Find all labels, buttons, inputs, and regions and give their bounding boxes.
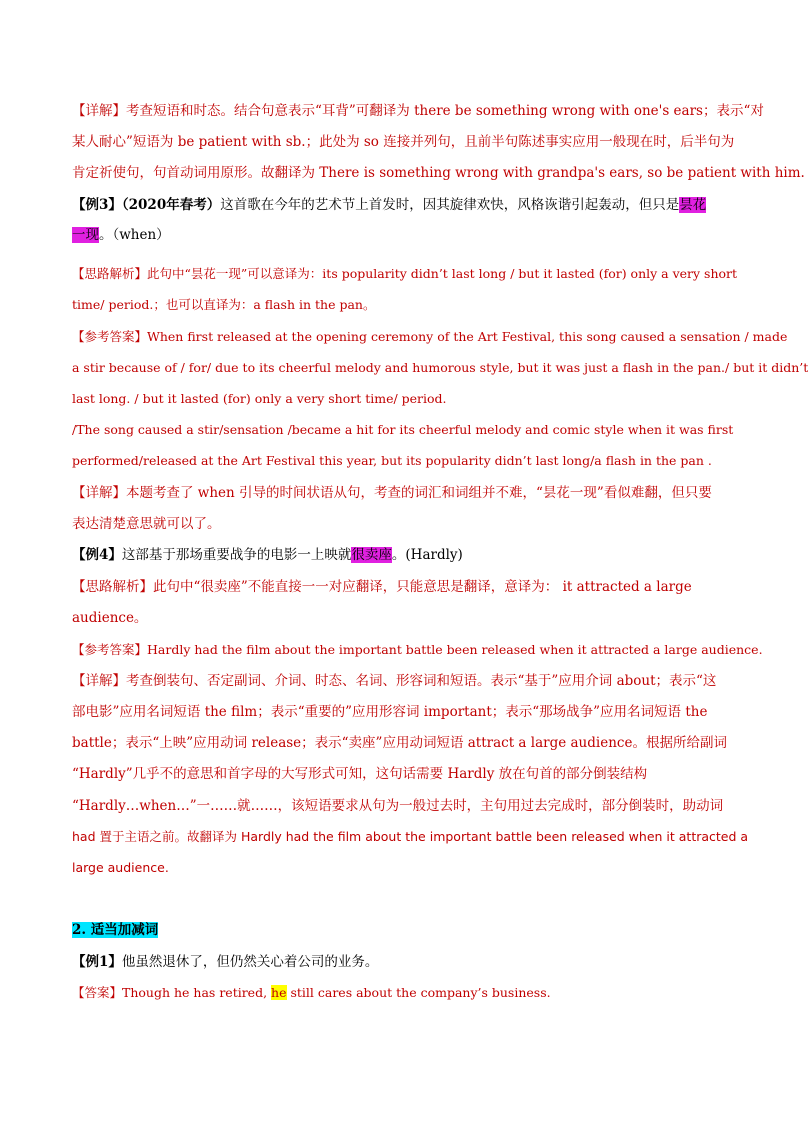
detail2-line-2: 表达清楚意思就可以了。 [72,516,221,532]
example3-question-cont [72,225,722,245]
detail3-line-1 [72,671,722,691]
detail-line-2: 某人耐心”短语为 be patient with sb.；此处为 so 连接并列句，且前半句陈述事实应用一般现在时，后半句为 [72,134,735,150]
answer-line-4: /The song caused a stir/sensation /became a hit for its cheerful melody and comic style when it was first [72,422,734,437]
example1-tag: 【例1】 [72,954,122,970]
answer-text: When first released at the opening ceremony of the Art Festival, this song caused a sensation / made [147,329,788,344]
analysis-text: 此句中“昙花一现”可以意译为：its popularity didn’t last long / but it lasted (for) only a very short [147,266,738,281]
example4-question [72,545,722,565]
detail3-line-2: 部电影”应用名词短语 the film；表示“重要的”应用形容词 important；表示“那场战争”应用名词短语 the [72,704,708,720]
analysis2-line-1 [72,577,722,597]
section-title: 2. 适当加减词 [72,922,159,938]
analysis-line-1 [72,264,738,284]
answer3-text-1: Though he has retired, [122,985,272,1000]
detail3-line-7: large audience. [72,860,169,875]
detail2-text: 本题考查了 when 引导的时间状语从句，考查的词汇和词组并不难，“昙花一现”看似难翻，但只要 [126,485,712,501]
example3-tag: 【例3】（2020年春考） [72,197,221,213]
detail3-line-5: “Hardly…when…”一……就……，该短语要求从句为一般过去时，主句用过去完成时，部分倒装时，助动词 [72,798,724,814]
example1-question [72,952,722,972]
highlight-phrase-cont: 一现 [72,227,99,243]
detail3-line-4: “Hardly”几乎不的意思和首字母的大写形式可知，这句话需要 Hardly 放在句首的部分倒装结构 [72,766,648,782]
analysis-line-2: time/ period.；也可以直译为：a flash in the pan。 [72,297,376,312]
detail-line-1 [72,101,764,121]
answer-tag: 【参考答案】 [72,329,148,344]
detail-line-3: 肯定祈使句，句首动词用原形。故翻译为 There is something wrong with grandpa's ears, so be patient with him. [72,165,805,181]
detail-text: 考查短语和时态。结合句意表示“耳背”可翻译为 there be something wrong with one's ears；表示“对 [126,103,764,119]
example4-text: 这部基于那场重要战争的电影一上映就 [121,547,352,563]
answer3-text-2: still cares about the company’s business. [286,985,551,1000]
answer2-line-1 [72,640,763,660]
analysis2-line-2: audience。 [72,610,148,626]
detail3-line-3: battle；表示“上映”应用动词 release；表示“卖座”应用动词短语 attract a large audience。根据所给副词 [72,735,727,751]
detail-tag: 【详解】 [72,103,126,119]
answer-line-2: a stir because of / for/ due to its cheerful melody and humorous style, but it was just a flash in the pan./ but it didn’t [72,360,808,375]
answer2-text: Hardly had the film about the important battle been released when it attracted a large audience. [147,642,763,657]
answer3-line [72,983,722,1003]
answer-line-5: performed/released at the Art Festival this year, but its popularity didn’t last long/a flash in the pan . [72,453,712,468]
example3-text: 这首歌在今年的艺术节上首发时，因其旋律欢快，风格诙谐引起轰动，但只是 [220,197,680,213]
highlight-phrase-2: 很卖座 [351,547,392,563]
detail2-tag: 【详解】 [72,485,126,501]
answer-line-1 [72,327,788,347]
example4-tag: 【例4】 [72,547,122,563]
highlight-word: he [271,985,287,1000]
detail3-text: 考查倒装句、否定副词、介词、时态、名词、形容词和短语。表示“基于”应用介词 about；表示“这 [126,673,717,689]
example1-text: 他虽然退休了，但仍然关心着公司的业务。 [121,954,379,970]
analysis-tag: 【思路解析】 [72,266,148,281]
answer3-tag: 【答案】 [72,985,123,1000]
detail3-tag: 【详解】 [72,673,126,689]
answer2-tag: 【参考答案】 [72,642,148,657]
detail3-line-6: had 置于主语之前。故翻译为 Hardly had the film about the important battle been released when it attracted a [72,829,749,844]
example3-hint: 。（when） [99,227,170,243]
example4-hint: 。(Hardly) [391,547,463,563]
answer-line-3: last long. / but it lasted (for) only a very short time/ period. [72,391,447,406]
analysis2-tag: 【思路解析】 [72,579,153,595]
detail2-line-1 [72,483,722,503]
analysis2-text: 此句中“很卖座”不能直接一一对应翻译，只能意思是翻译，意译为： it attracted a large [153,579,692,595]
section-heading [72,920,722,940]
example3-question [72,195,722,215]
highlight-phrase: 昙花 [679,197,707,213]
